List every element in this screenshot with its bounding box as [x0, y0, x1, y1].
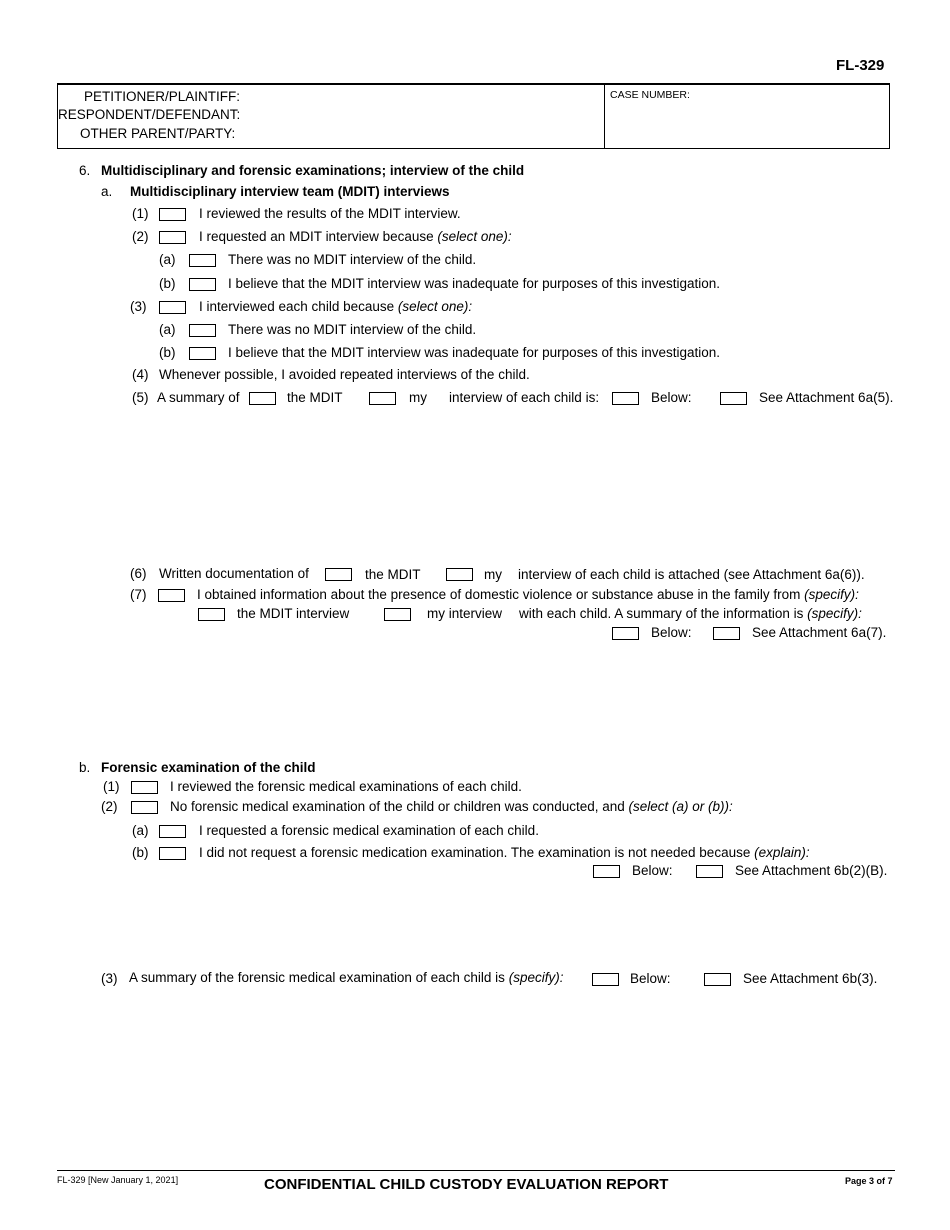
item-a7-below-label: Below:: [651, 625, 692, 640]
item-b3-attach-checkbox[interactable]: [704, 973, 731, 986]
item-b3-attach-label: See Attachment 6b(3).: [743, 971, 878, 986]
item-b1-number: (1): [103, 779, 120, 794]
item-a1-checkbox[interactable]: [159, 208, 186, 221]
item-a5-my-label: my: [409, 390, 427, 405]
section-a-letter: a.: [101, 184, 113, 199]
item-a6-number: (6): [130, 566, 147, 581]
item-b3-below-label: Below:: [630, 971, 671, 986]
item-b2b-text: I did not request a forensic medication examination. The examination is not needed because (explain):: [199, 845, 810, 860]
footer-title: CONFIDENTIAL CHILD CUSTODY EVALUATION REPORT: [264, 1176, 669, 1193]
item-a3b-number: (b): [159, 345, 176, 360]
footer-page-number: Page 3 of 7: [845, 1176, 893, 1186]
item-b3-below-checkbox[interactable]: [592, 973, 619, 986]
item-a2a-text: There was no MDIT interview of the child.: [228, 252, 477, 267]
item-a5-mdit-label: the MDIT: [287, 390, 343, 405]
item-a7-checkbox[interactable]: [158, 589, 185, 602]
item-a3-checkbox[interactable]: [159, 301, 186, 314]
item-a2b-checkbox[interactable]: [189, 278, 216, 291]
item-a6-my-checkbox[interactable]: [446, 568, 473, 581]
item-a7-below-checkbox[interactable]: [612, 627, 639, 640]
item-a5-attach-label: See Attachment 6a(5).: [759, 390, 894, 405]
item-b1-text: I reviewed the forensic medical examinations of each child.: [170, 779, 522, 794]
item-b2-checkbox[interactable]: [131, 801, 158, 814]
item-a6-text2: interview of each child is attached (see Attachment 6a(6)).: [518, 567, 865, 582]
item-a5-my-checkbox[interactable]: [369, 392, 396, 405]
respondent-label: RESPONDENT/DEFENDANT:: [58, 107, 241, 122]
item-a2-checkbox[interactable]: [159, 231, 186, 244]
item-a1-text: I reviewed the results of the MDIT interview.: [199, 206, 461, 221]
form-id: FL-329: [836, 57, 885, 74]
item-a7-my-checkbox[interactable]: [384, 608, 411, 621]
section-b-title: Forensic examination of the child: [101, 760, 316, 775]
item-b2-attach-label: See Attachment 6b(2)(B).: [735, 863, 888, 878]
item-a6-my-label: my: [484, 567, 502, 582]
item-b2a-text: I requested a forensic medical examination of each child.: [199, 823, 539, 838]
item-a7-mdit-checkbox[interactable]: [198, 608, 225, 621]
petitioner-label: PETITIONER/PLAINTIFF:: [84, 89, 241, 104]
case-number-label: CASE NUMBER:: [610, 89, 690, 101]
footer-rule: [57, 1170, 895, 1171]
item-b2-attach-checkbox[interactable]: [696, 865, 723, 878]
item-a2b-text: I believe that the MDIT interview was inadequate for purposes of this investigation.: [228, 276, 721, 291]
item-b1-checkbox[interactable]: [131, 781, 158, 794]
item-b3-text: A summary of the forensic medical examination of each child is (specify):: [129, 970, 564, 985]
item-a3a-checkbox[interactable]: [189, 324, 216, 337]
item-a6-mdit-checkbox[interactable]: [325, 568, 352, 581]
item-a2-number: (2): [132, 229, 149, 244]
item-a2a-number: (a): [159, 252, 176, 267]
item-b2-number: (2): [101, 799, 118, 814]
item-a2-text: I requested an MDIT interview because (select one):: [199, 229, 512, 244]
item-a5-attach-checkbox[interactable]: [720, 392, 747, 405]
item-a7-mdit-label: the MDIT interview: [237, 606, 350, 621]
item-b3-number: (3): [101, 971, 118, 986]
item-a2a-checkbox[interactable]: [189, 254, 216, 267]
section-b-letter: b.: [79, 760, 91, 775]
item-a7-attach-label: See Attachment 6a(7).: [752, 625, 887, 640]
item-a4-text: Whenever possible, I avoided repeated interviews of the child.: [159, 367, 530, 382]
item-a1-number: (1): [132, 206, 149, 221]
item-a5-text: A summary of: [157, 390, 240, 405]
item-a5-text2: interview of each child is:: [449, 390, 600, 405]
item-a7-text2: with each child. A summary of the information is (specify):: [519, 606, 862, 621]
item-a4-number: (4): [132, 367, 149, 382]
item-a3b-text: I believe that the MDIT interview was inadequate for purposes of this investigation.: [228, 345, 721, 360]
item-b2b-number: (b): [132, 845, 149, 860]
item-a3a-text: There was no MDIT interview of the child.: [228, 322, 477, 337]
item-a7-my-label: my interview: [427, 606, 503, 621]
item-a5-mdit-checkbox[interactable]: [249, 392, 276, 405]
item-a5-number: (5): [132, 390, 149, 405]
item-a7-text: I obtained information about the presence of domestic violence or substance abuse in the family from (specify):: [197, 587, 859, 602]
section-6-number: 6.: [79, 163, 91, 178]
footer-revision: FL-329 [New January 1, 2021]: [57, 1175, 179, 1185]
item-a6-text: Written documentation of: [159, 566, 309, 581]
section-a-title: Multidisciplinary interview team (MDIT) interviews: [130, 184, 450, 199]
item-a2b-number: (b): [159, 276, 176, 291]
item-b2-below-label: Below:: [632, 863, 673, 878]
item-b2-below-checkbox[interactable]: [593, 865, 620, 878]
item-a7-number: (7): [130, 587, 147, 602]
item-a5-below-checkbox[interactable]: [612, 392, 639, 405]
item-b2b-checkbox[interactable]: [159, 847, 186, 860]
item-b2a-number: (a): [132, 823, 149, 838]
item-a3-text: I interviewed each child because (select one):: [199, 299, 473, 314]
section-6-title: Multidisciplinary and forensic examinations; interview of the child: [101, 163, 525, 178]
item-b2a-checkbox[interactable]: [159, 825, 186, 838]
other-parent-label: OTHER PARENT/PARTY:: [80, 126, 236, 141]
item-b2-text: No forensic medical examination of the child or children was conducted, and (select (a) or (b)):: [170, 799, 733, 814]
item-a3a-number: (a): [159, 322, 176, 337]
item-a7-attach-checkbox[interactable]: [713, 627, 740, 640]
item-a3b-checkbox[interactable]: [189, 347, 216, 360]
item-a5-below-label: Below:: [651, 390, 692, 405]
item-a6-mdit-label: the MDIT: [365, 567, 421, 582]
item-a3-number: (3): [130, 299, 147, 314]
caption-divider: [604, 83, 605, 149]
